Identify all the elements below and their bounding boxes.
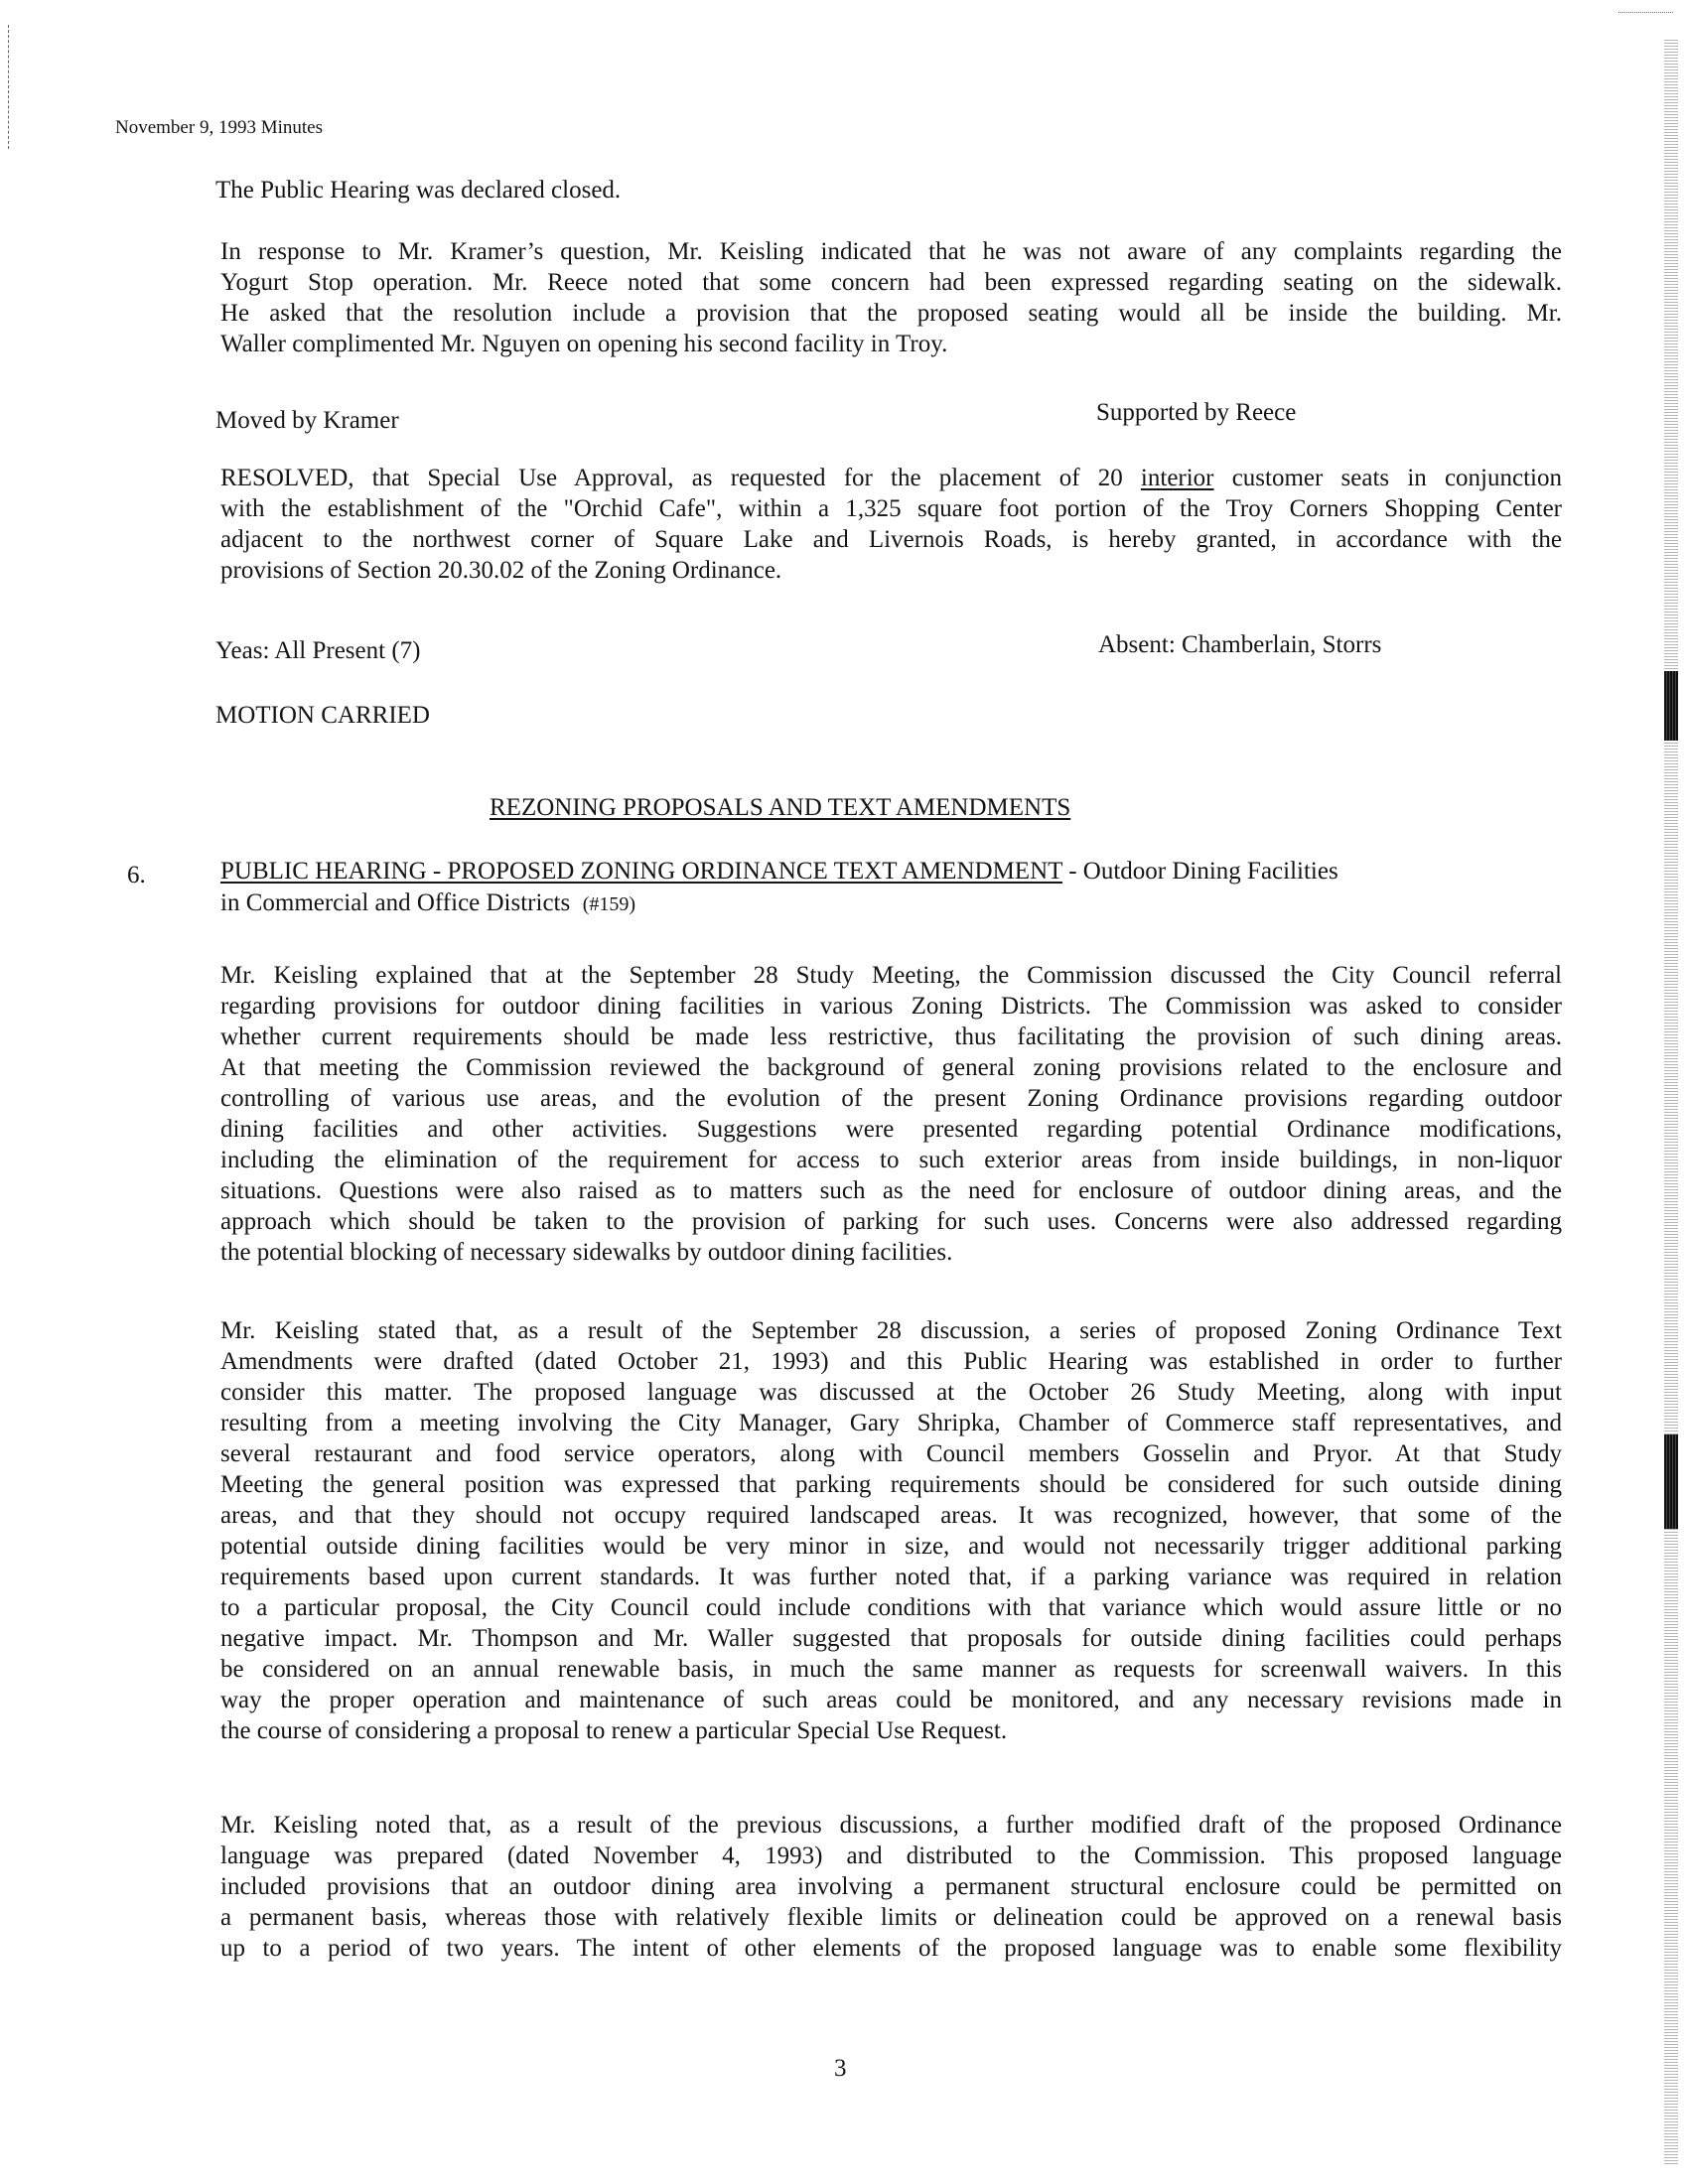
scan-artifact-right-strip [1664, 40, 1678, 2164]
scan-artifact-top-right [1618, 12, 1673, 13]
text-line: situations. Questions were also raised as to matters such as the need for enclosure of outdoor dining areas, and the [220, 1177, 1562, 1204]
discussion-paragraph [220, 236, 1562, 359]
text-line: regarding provisions for outdoor dining facilities in various Zoning Districts. The Commission was asked to consider [220, 993, 1562, 1020]
text-line: up to a period of two years. The intent of other elements of the proposed language was to enable some flexibility [220, 1935, 1562, 1962]
text-line: He asked that the resolution include a provision that the proposed seating would all be inside the building. Mr. [220, 300, 1562, 327]
text-line: At that meeting the Commission reviewed the background of general zoning provisions related to the enclosure and [220, 1054, 1562, 1081]
text-line: be considered on an annual renewable basis, in much the same manner as requests for screenwall waivers. In this [220, 1656, 1562, 1683]
text-line: negative impact. Mr. Thompson and Mr. Waller suggested that proposals for outside dining facilities could perhaps [220, 1625, 1562, 1652]
text-line: to a particular proposal, the City Council could include conditions with that variance which would assure little or no [220, 1594, 1562, 1621]
text-line: Mr. Keisling stated that, as a result of the September 28 discussion, a series of proposed Zoning Ordinance Text [220, 1317, 1562, 1344]
hearing-closed-text: The Public Hearing was declared closed. [215, 177, 622, 204]
text-line: Mr. Keisling noted that, as a result of the previous discussions, a further modified draft of the proposed Ordinance [220, 1812, 1562, 1839]
text-line: approach which should be taken to the provision of parking for such uses. Concerns were also addressed regarding [220, 1208, 1562, 1235]
case-number: (#159) [582, 893, 636, 915]
text-line: whether current requirements should be made less restrictive, thus facilitating the provision of such dining areas. [220, 1024, 1562, 1050]
text-line: Mr. Keisling explained that at the September 28 Study Meeting, the Commission discussed the City Council referral [220, 962, 1562, 989]
text-line: Yogurt Stop operation. Mr. Reece noted that some concern had been expressed regarding seating on the sidewalk. [220, 269, 1562, 296]
text-line: In response to Mr. Kramer’s question, Mr. Keisling indicated that he was not aware of any complaints regarding the [220, 238, 1562, 265]
text-line: controlling of various use areas, and the evolution of the present Zoning Ordinance provisions regarding outdoor [220, 1085, 1562, 1112]
moved-by: Moved by Kramer [215, 407, 399, 434]
text-line: including the elimination of the requirement for access to such exterior areas from inside buildings, in non-liquor [220, 1147, 1562, 1173]
resolution-paragraph [220, 463, 1562, 586]
paragraph-3 [220, 1810, 1562, 1964]
text-line: way the proper operation and maintenance of such areas could be monitored, and any necessary revisions made in [220, 1687, 1562, 1713]
text-line: provisions of Section 20.30.02 of the Zoning Ordinance. [220, 557, 782, 584]
motion-result: MOTION CARRIED [215, 702, 430, 729]
text-line: dining facilities and other activities. Suggestions were presented regarding potential Ordinance modifications, [220, 1116, 1562, 1143]
item-title-line2: in Commercial and Office Districts (#159) [220, 889, 636, 916]
item-title: PUBLIC HEARING - PROPOSED ZONING ORDINANCE TEXT AMENDMENT - Outdoor Dining Facilities [220, 858, 1338, 885]
page-number: 3 [834, 2055, 847, 2082]
supported-by: Supported by Reece [1096, 399, 1297, 426]
text-line: RESOLVED, that Special Use Approval, as requested for the placement of 20 interior customer seats in conjunction [220, 465, 1562, 491]
underlined-word: interior [1140, 465, 1214, 491]
text-line: included provisions that an outdoor dining area involving a permanent structural enclosure could be permitted on [220, 1873, 1562, 1900]
item-title-underlined: PUBLIC HEARING - PROPOSED ZONING ORDINANCE TEXT AMENDMENT [220, 858, 1062, 885]
paragraph-2 [220, 1315, 1562, 1746]
text-line: resulting from a meeting involving the City Manager, Gary Shripka, Chamber of Commerce staff representatives, and [220, 1410, 1562, 1436]
text-line: Amendments were drafted (dated October 21, 1993) and this Public Hearing was established in order to further [220, 1348, 1562, 1375]
vote-absent: Absent: Chamberlain, Storrs [1098, 631, 1382, 658]
text-line: language was prepared (dated November 4, 1993) and distributed to the Commission. This proposed language [220, 1843, 1562, 1869]
text-line: the course of considering a proposal to renew a particular Special Use Request. [220, 1717, 1008, 1744]
text-line: adjacent to the northwest corner of Square Lake and Livernois Roads, is hereby granted, in accordance with the [220, 526, 1562, 553]
section-heading: REZONING PROPOSALS AND TEXT AMENDMENTS [490, 794, 1071, 821]
page-header: November 9, 1993 Minutes [115, 117, 323, 138]
scan-artifact-left [8, 25, 9, 149]
text-line: consider this matter. The proposed language was discussed at the October 26 Study Meeting, along with input [220, 1379, 1562, 1406]
text-line: Waller complimented Mr. Nguyen on opening his second facility in Troy. [220, 331, 948, 357]
text-line: areas, and that they should not occupy required landscaped areas. It was recognized, however, that some of the [220, 1502, 1562, 1529]
vote-yeas: Yeas: All Present (7) [215, 637, 421, 664]
scan-artifact-right-mark [1664, 1434, 1678, 1529]
scan-artifact-right-mark [1664, 671, 1678, 741]
text-line: requirements based upon current standards. It was further noted that, if a parking variance was required in relation [220, 1564, 1562, 1590]
paragraph-1 [220, 960, 1562, 1268]
text-line: Meeting the general position was expressed that parking requirements should be considered for such outside dining [220, 1471, 1562, 1498]
text-line: a permanent basis, whereas those with relatively flexible limits or delineation could be approved on a renewal basis [220, 1904, 1562, 1931]
text-line: several restaurant and food service operators, along with Council members Gosselin and Pryor. At that Study [220, 1440, 1562, 1467]
text-line: with the establishment of the "Orchid Cafe", within a 1,325 square foot portion of the Troy Corners Shopping Center [220, 495, 1562, 522]
text-line: the potential blocking of necessary sidewalks by outdoor dining facilities. [220, 1239, 953, 1266]
item-number: 6. [127, 862, 146, 888]
text-line: potential outside dining facilities would be very minor in size, and would not necessarily trigger additional parking [220, 1533, 1562, 1560]
